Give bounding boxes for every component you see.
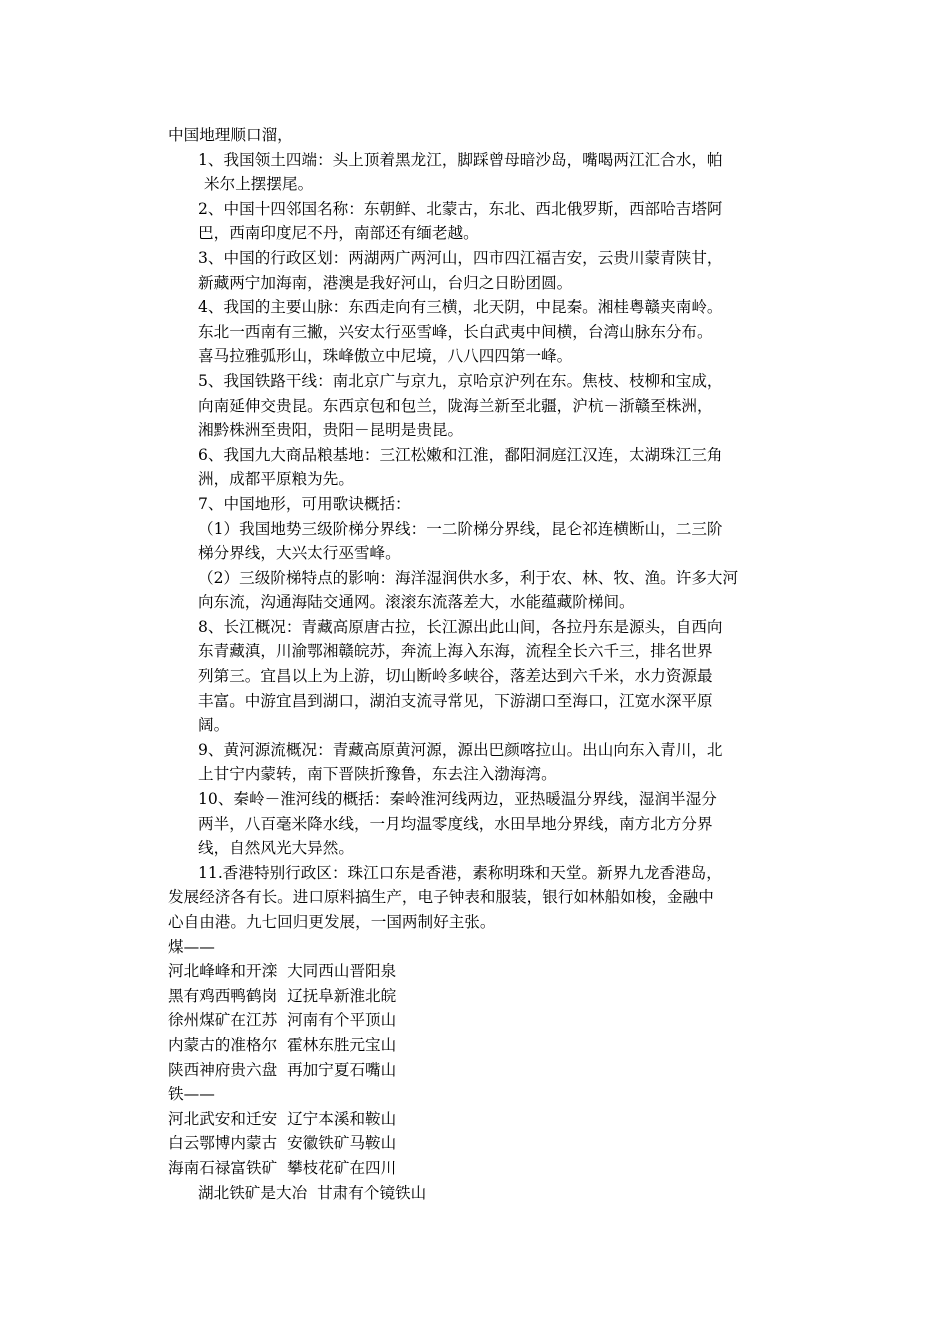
item-line: 10、秦岭－淮河线的概括：秦岭淮河线两边，亚热暖温分界线，湿润半湿分 [198,790,717,809]
list-item [168,197,818,246]
list-item [168,443,818,492]
list-item [168,738,818,787]
poem-line: 河北武安和迁安 辽宁本溪和鞍山 [168,1109,397,1128]
paragraph-line: 11.香港特别行政区：珠江口东是香港，素称明珠和天堂。新界九龙香港岛， [198,863,722,882]
document-body [168,123,818,1205]
item-line: 1、我国领土四端：头上顶着黑龙江，脚踩曾母暗沙岛，嘴喝两江汇合水，帕 [198,150,723,169]
item-line: 湘黔株洲至贵阳，贵阳－昆明是贵昆。 [198,421,464,440]
item-line: 两半，八百毫米降水线，一月均温零度线，水田旱地分界线，南方北方分界 [198,814,713,833]
poem-line: 陕西神府贵六盘 再加宁夏石嘴山 [168,1060,397,1079]
item-line: 向东流，沟通海陆交通网。滚滚东流落差大，水能蕴藏阶梯间。 [198,593,635,612]
item-line: 7、中国地形，可用歌诀概括： [198,494,411,513]
list-item [168,615,818,738]
item-line: 洲，成都平原粮为先。 [198,470,354,489]
item-line: 东北一西南有三撇，兴安太行巫雪峰，长白武夷中间横，台湾山脉东分布。 [198,322,713,341]
hong-kong-paragraph [168,861,818,935]
item-line: 列第三。宜昌以上为上游，切山断岭多峡谷，落差达到六千米，水力资源最 [198,667,713,686]
item-line: 6、我国九大商品粮基地：三江松嫩和江淮，鄱阳洞庭江汉连，太湖珠江三角 [198,445,723,464]
iron-heading: 铁—— [168,1085,215,1104]
item-line: 阔。 [198,716,230,735]
item-line: 东青藏滇，川渝鄂湘赣皖苏，奔流上海入东海，流程全长六千三，排名世界 [198,642,713,661]
list-item [168,787,818,861]
paragraph-line: 发展经济各有长。进口原料搞生产，电子钟表和服装，银行如林船如梭，金融中 [168,888,714,907]
list-item [168,492,818,517]
document-title: 中国地理顺口溜， [168,126,293,144]
list-item [168,566,818,615]
list-item [168,246,818,295]
paragraph-line: 心自由港。九七回归更发展，一国两制好主张。 [168,913,496,931]
item-line: （2）三级阶梯特点的影响：海洋湿润供水多，利于农、林、牧、渔。许多大河 [198,568,739,587]
item-line: 线，自然风光大异然。 [198,839,354,858]
item-line: 梯分界线，大兴太行巫雪峰。 [198,544,401,563]
item-line: 8、长江概况：青藏高原唐古拉，长江源出此山间，各拉丹东是源头，自西向 [198,617,723,636]
poem-line: 湖北铁矿是大冶 甘肃有个镜铁山 [198,1183,427,1202]
item-line: 2、中国十四邻国名称：东朝鲜、北蒙古，东北、西北俄罗斯，西部哈吉塔阿 [198,199,723,218]
list-item [168,295,818,369]
poem-line: 白云鄂博内蒙古 安徽铁矿马鞍山 [168,1134,397,1153]
item-line: （1）我国地势三级阶梯分界线：一二阶梯分界线，昆仑祁连横断山，二三阶 [198,519,723,538]
poem-line: 徐州煤矿在江苏 河南有个平顶山 [168,1011,397,1030]
list-item [168,369,818,443]
item-line: 新藏两宁加海南，港澳是我好河山，台归之日盼团圆。 [198,273,573,292]
list-item [168,517,818,566]
coal-section [168,935,818,1083]
item-line: 向南延伸交贵昆。东西京包和包兰，陇海兰新至北疆，沪杭－浙赣至株洲， [198,396,713,415]
item-line: 5、我国铁路干线：南北京广与京九，京哈京沪列在东。焦枝、枝柳和宝成， [198,371,723,390]
poem-line: 河北峰峰和开滦 大同西山晋阳泉 [168,962,397,981]
coal-heading: 煤—— [168,937,215,956]
iron-section [168,1082,818,1205]
item-line: 上甘宁内蒙转，南下晋陕折豫鲁，东去注入渤海湾。 [198,765,557,784]
list-item [168,148,818,197]
item-line: 喜马拉雅弧形山，珠峰傲立中尼境，八八四四第一峰。 [198,347,573,366]
item-line: 9、黄河源流概况：青藏高原黄河源，源出巴颜喀拉山。出山向东入青川，北 [198,740,723,759]
poem-line: 黑有鸡西鸭鹤岗 辽抚阜新淮北皖 [168,986,397,1005]
item-line: 4、我国的主要山脉：东西走向有三横，北天阴，中昆秦。湘桂粤赣夹南岭。 [198,298,723,317]
poem-line: 内蒙古的准格尔 霍林东胜元宝山 [168,1035,397,1054]
item-line: 巴，西南印度尼不丹，南部还有缅老越。 [198,224,479,243]
item-line: 3、中国的行政区划：两湖两广两河山，四市四江福吉安，云贵川蒙青陕甘， [198,248,723,267]
item-line: 米尔上摆摆尾。 [204,175,314,194]
item-line: 丰富。中游宜昌到湖口，湖泊支流寻常见，下游湖口至海口，江宽水深平原 [198,691,713,710]
poem-line: 海南石禄富铁矿 攀枝花矿在四川 [168,1158,397,1177]
